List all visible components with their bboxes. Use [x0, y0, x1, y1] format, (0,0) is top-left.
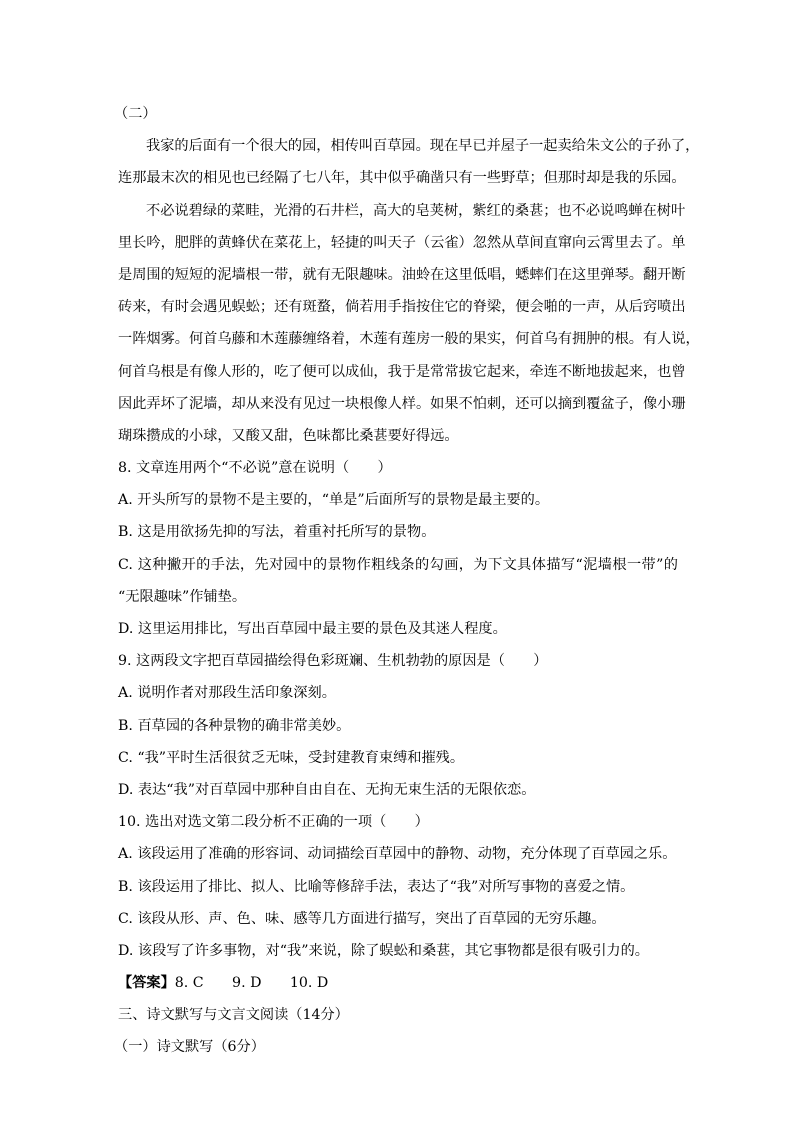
- option-b: B. 该段运用了排比、拟人、比喻等修辞手法，表达了“我”对所写事物的喜爱之情。: [118, 878, 635, 895]
- answer-line: [118, 967, 678, 999]
- document-content: [114, 98, 700, 1064]
- question-stem: 10. 选出对选文第二段分析不正确的一项（ ）: [118, 814, 429, 831]
- option-a: A. 该段运用了准确的形容词、动词描绘百草园中的静物、动物，充分体现了百草园之乐。: [118, 846, 677, 863]
- question-9: [118, 645, 678, 806]
- option-b: B. 百草园的各种景物的确非常美妙。: [118, 717, 351, 734]
- option-d: D. 这里运用排比，写出百草园中最主要的景色及其迷人程度。: [118, 621, 507, 637]
- passage-paragraph-2: [118, 195, 700, 453]
- option-d: D. 表达“我”对百草园中那种自由自在、无拘无束生活的无限依恋。: [118, 781, 536, 798]
- paragraph-line: 不必说碧绿的菜畦，光滑的石井栏，高大的皂荚树，紫红的桑葚；也不必说鸣蝉在树叶: [146, 202, 686, 219]
- paragraph-line: 因此弄坏了泥墙，却从来没有见过一块根像人样。如果不怕刺，还可以摘到覆盆子，像小珊: [118, 395, 686, 412]
- paragraph-line: 我家的后面有一个很大的园，相传叫百草园。现在早已并屋子一起卖给朱文公的子孙了，: [146, 138, 700, 155]
- subsection-one-heading: （一）诗文默写（6分）: [114, 1039, 265, 1056]
- question-10: [118, 806, 678, 967]
- paragraph-line: 是周围的短短的泥墙根一带，就有无限趣味。油蛉在这里低唱，蟋蟀们在这里弹琴。翻开断: [118, 266, 686, 283]
- option-a: A. 开头所写的景物不是主要的，“单是”后面所写的景物是最主要的。: [118, 492, 550, 509]
- option-c: C. “我”平时生活很贫乏无味，受封建教育束缚和摧残。: [118, 749, 465, 766]
- question-stem: 8. 文章连用两个“不必说”意在说明（ ）: [118, 460, 392, 477]
- option-d: D. 该段写了许多事物，对“我”来说，除了蜈蚣和桑葚，其它事物都是很有吸引力的。: [118, 942, 649, 959]
- section-label: （二）: [114, 106, 157, 122]
- question-stem: 9. 这两段文字把百草园描绘得色彩斑斓、生机勃勃的原因是（ ）: [118, 653, 548, 670]
- paragraph-line: 何首乌根是有像人形的，吃了便可以成仙，我于是常常拔它起来，牵连不断地拔起来，也曾: [118, 363, 686, 380]
- passage-paragraph-1: [118, 130, 700, 194]
- paragraph-line: 砖来，有时会遇见蜈蚣；还有斑蝥，倘若用手指按住它的脊梁，便会啪的一声，从后窍喷出: [118, 299, 686, 316]
- answer-tag: 【答案】: [118, 975, 175, 992]
- section-three-heading: 三、诗文默写与文言文阅读（14分）: [118, 1007, 349, 1024]
- option-c-continued: “无限趣味”作铺垫。: [118, 588, 247, 605]
- answer-text: 8. C 9. D 10. D: [174, 975, 329, 992]
- option-a: A. 说明作者对那段生活印象深刻。: [118, 685, 336, 702]
- question-8: [118, 452, 678, 645]
- option-c: C. 该段从形、声、色、味、感等几方面进行描写，突出了百草园的无穷乐趣。: [118, 910, 606, 927]
- paragraph-line: 瑚珠攒成的小球，又酸又甜，色味都比桑葚要好得远。: [118, 427, 459, 444]
- paragraph-line: 连那最末次的相见也已经隔了七八年，其中似乎确凿只有一些野草；但那时却是我的乐园。: [118, 170, 686, 187]
- paragraph-line: 里长吟，肥胖的黄蜂伏在菜花上，轻捷的叫天子（云雀）忽然从草间直窜向云霄里去了。单: [118, 234, 686, 251]
- paragraph-line: 一阵烟雾。何首乌藤和木莲藤缠络着，木莲有莲房一般的果实，何首乌有拥肿的根。有人说，: [118, 331, 700, 348]
- option-c: C. 这种撇开的手法，先对园中的景物作粗线条的勾画，为下文具体描写“泥墙根一带”的: [118, 556, 678, 573]
- option-b: B. 这是用欲扬先抑的写法，着重衬托所写的景物。: [118, 524, 436, 541]
